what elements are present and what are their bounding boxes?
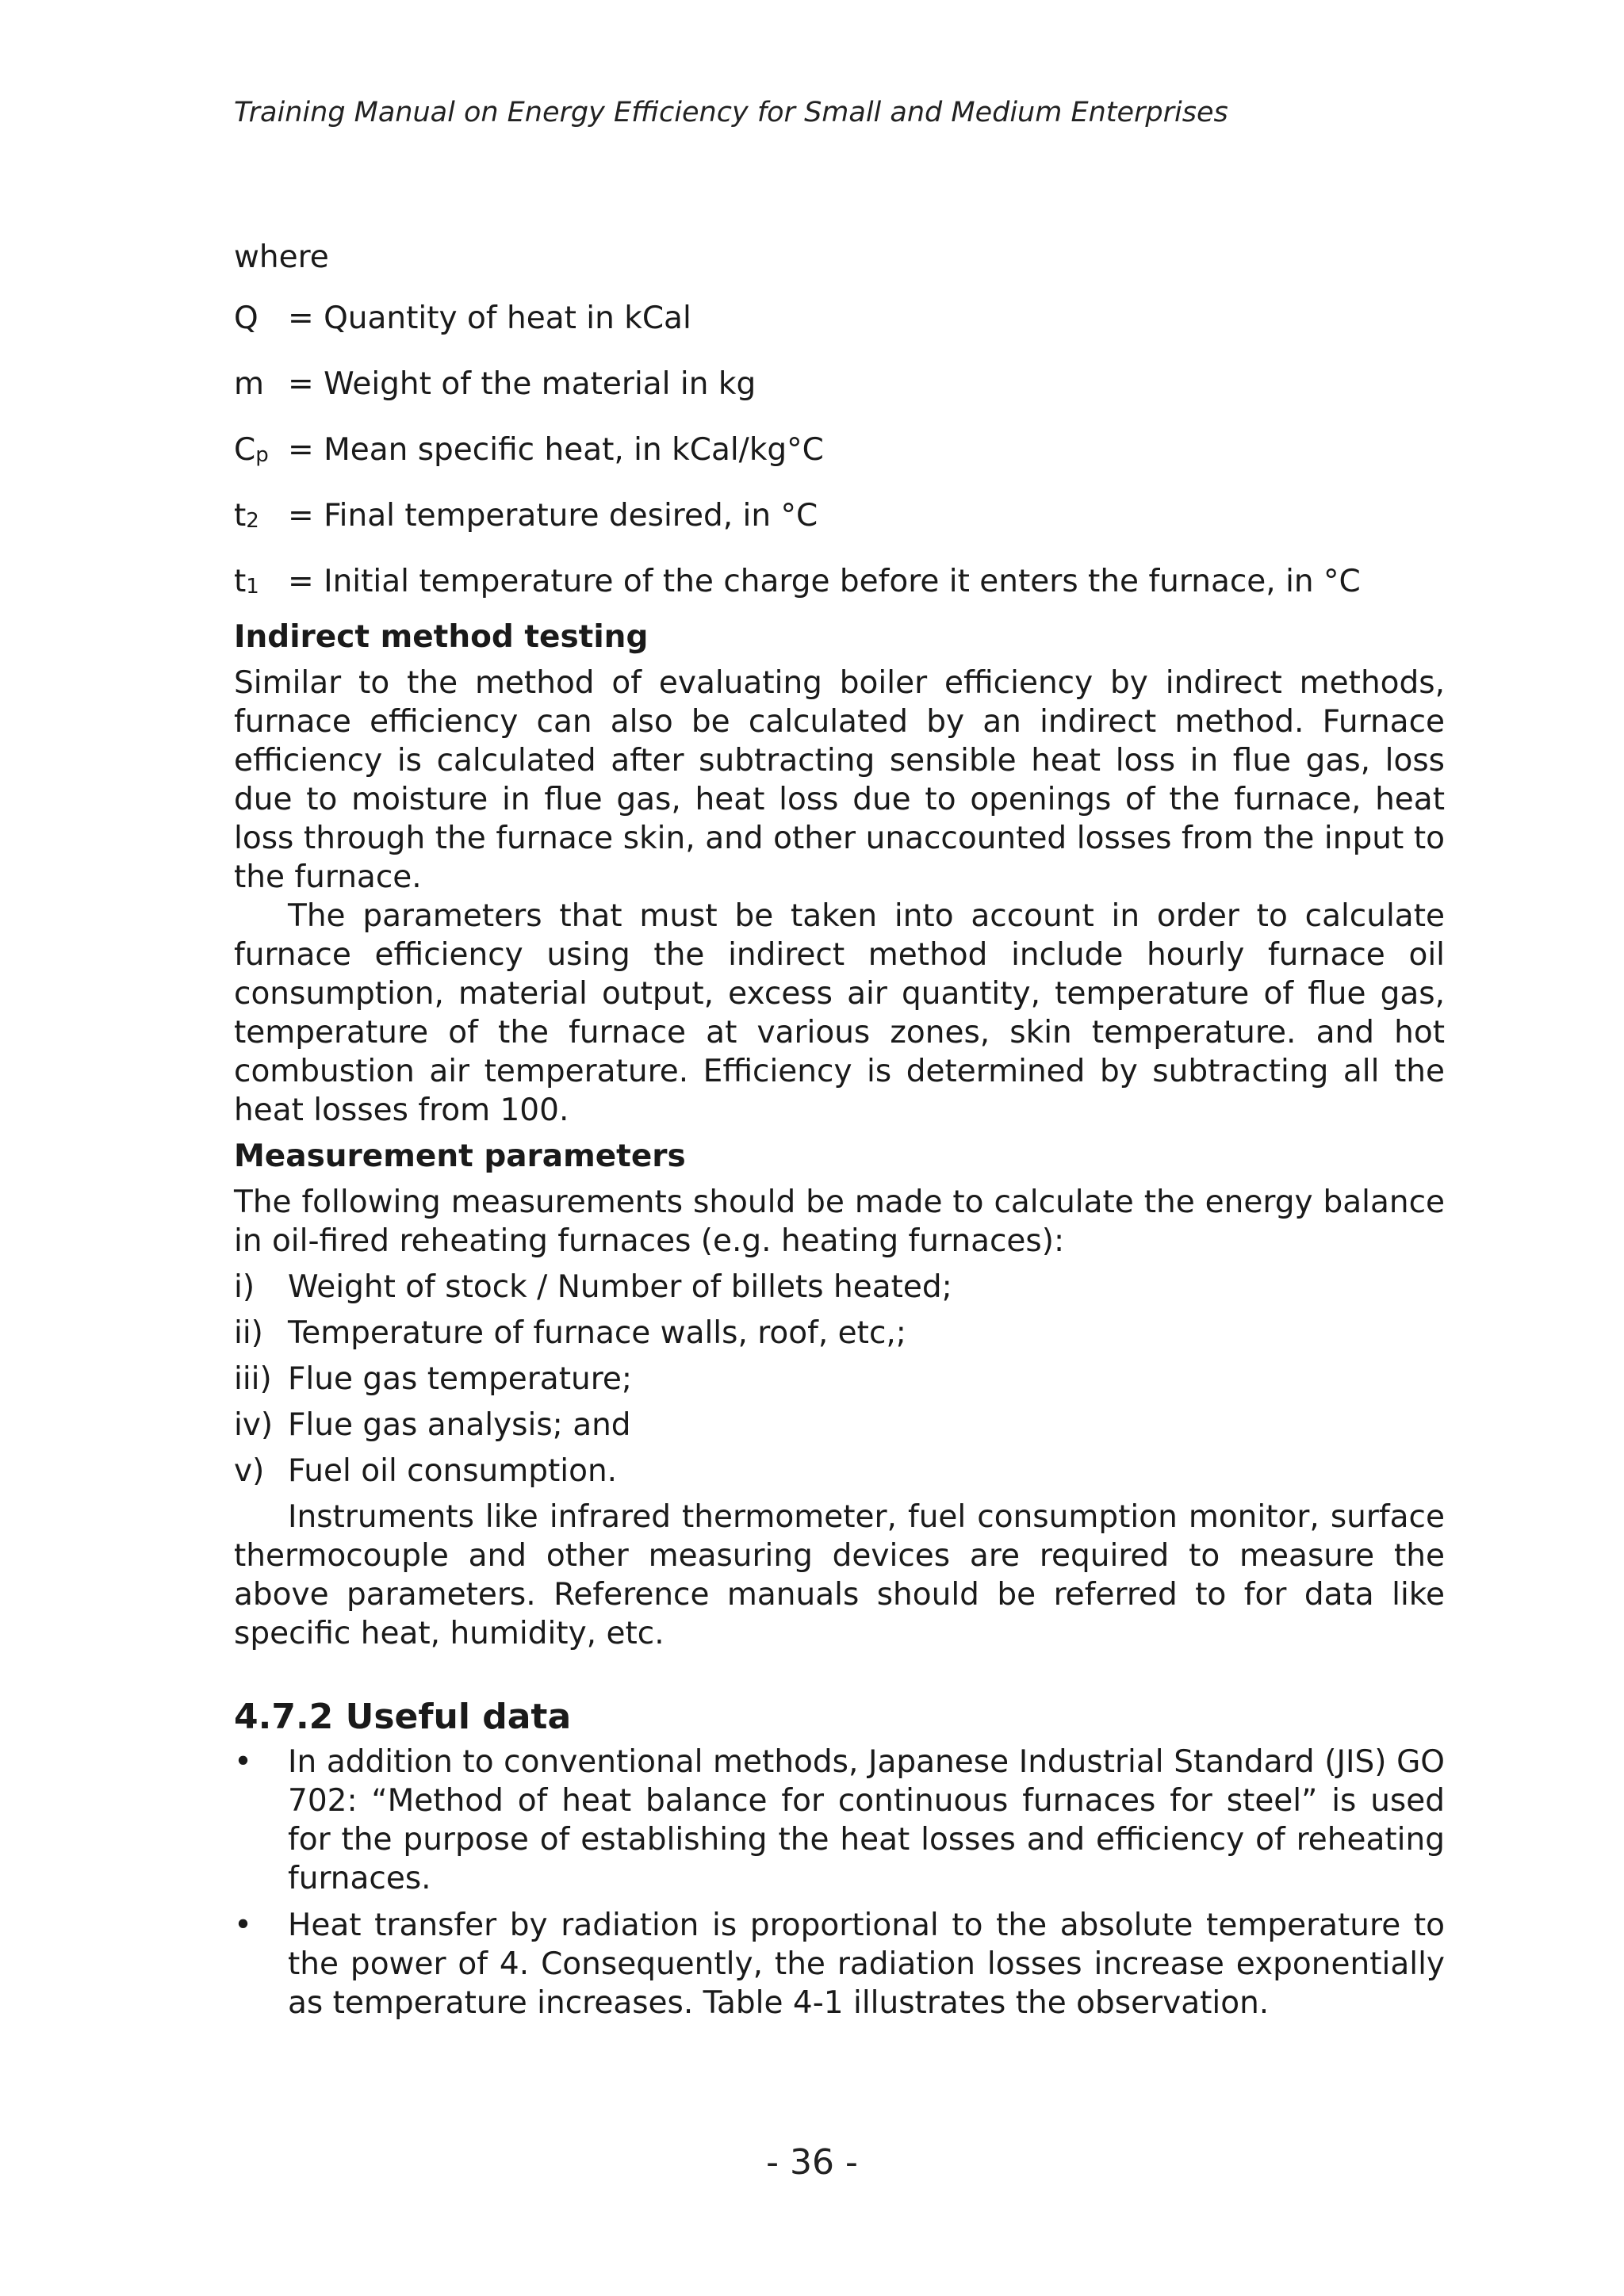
useful-data-bullets xyxy=(234,1743,1445,2022)
measurement-heading: Measurement parameters xyxy=(234,1138,686,1174)
page-content xyxy=(234,238,1445,2030)
list-marker: v) xyxy=(234,1453,265,1489)
variable-symbol: Q xyxy=(234,300,259,336)
list-text: Temperature of furnace walls, roof, etc,; xyxy=(288,1315,906,1351)
bullet-icon: • xyxy=(234,1908,253,1943)
list-text: Weight of stock / Number of billets heated; xyxy=(288,1269,952,1305)
page-number: - 36 - xyxy=(766,2142,858,2183)
variable-definitions xyxy=(234,299,1445,607)
variable-symbol: $t_1$ xyxy=(234,564,259,599)
section-heading-useful-data: 4.7.2 Useful data xyxy=(234,1697,572,1737)
variable-row-m xyxy=(234,365,1445,409)
bullet-text: In addition to conventional methods, Japanese Industrial Standard (JIS) GO 702: “Method of heat balance for continuous furnaces for steel” is used for the purpose of establishing the heat losses and efficiency of reheating furnaces. xyxy=(288,1744,1445,1896)
bullet-item xyxy=(234,1906,1445,2022)
variable-symbol: m xyxy=(234,366,264,402)
variable-definition: = Weight of the material in kg xyxy=(288,366,756,402)
running-header: Training Manual on Energy Efficiency for Small and Medium Enterprises xyxy=(234,97,1228,128)
variable-definition: = Final temperature desired, in °C xyxy=(288,498,818,534)
list-item xyxy=(234,1268,1445,1307)
list-marker: i) xyxy=(234,1269,255,1305)
list-marker: iv) xyxy=(234,1407,274,1443)
variable-row-t2 xyxy=(234,496,1445,541)
list-marker: iii) xyxy=(234,1361,272,1397)
list-text: Fuel oil consumption. xyxy=(288,1453,618,1489)
variable-symbol: $t_2$ xyxy=(234,498,259,534)
where-label: where xyxy=(234,239,329,275)
list-item xyxy=(234,1406,1445,1445)
variable-row-q xyxy=(234,299,1445,343)
list-item xyxy=(234,1360,1445,1399)
list-marker: ii) xyxy=(234,1315,263,1351)
variable-symbol: $C_p$ xyxy=(234,432,269,468)
indirect-method-heading: Indirect method testing xyxy=(234,619,649,655)
variable-row-t1 xyxy=(234,562,1445,607)
list-text: Flue gas analysis; and xyxy=(288,1407,631,1443)
variable-definition: = Quantity of heat in kCal xyxy=(288,300,691,336)
list-item xyxy=(234,1452,1445,1490)
measurement-intro: The following measurements should be made to calculate the energy balance in oil-fired reheating furnaces (e.g. heating furnaces): xyxy=(234,1184,1445,1259)
indirect-method-paragraph-2: The parameters that must be taken into account in order to calculate furnace efficiency using the indirect method include hourly furnace oil consumption, material output, excess air quantity, temperature of flue gas, temperature of the furnace at various zones, skin temperature. and hot combustion air temperature. Efficiency is determined by subtracting all the heat losses from 100. xyxy=(234,898,1445,1128)
list-text: Flue gas temperature; xyxy=(288,1361,633,1397)
variable-definition: = Initial temperature of the charge before it enters the furnace, in °C xyxy=(288,564,1361,599)
bullet-text: Heat transfer by radiation is proportional to the absolute temperature to the power of 4. Consequently, the radiation losses increase exponentially as temperature increases. Table 4-1 illustrates the observation. xyxy=(288,1908,1445,2021)
instruments-paragraph: Instruments like infrared thermometer, fuel consumption monitor, surface thermocouple and other measuring devices are required to measure the above parameters. Reference manuals should be referred to for data like specific heat, humidity, etc. xyxy=(234,1499,1445,1651)
bullet-icon: • xyxy=(234,1744,253,1780)
bullet-item xyxy=(234,1743,1445,1898)
indirect-method-paragraph-1: Similar to the method of evaluating boiler efficiency by indirect methods, furnace efficiency can also be calculated by an indirect method. Furnace efficiency is calculated after subtracting sensible heat loss in flue gas, loss due to moisture in flue gas, heat loss due to openings of the furnace, heat loss through the furnace skin, and other unaccounted losses from the input to the furnace. xyxy=(234,665,1445,895)
measurement-list xyxy=(234,1268,1445,1490)
list-item xyxy=(234,1314,1445,1353)
variable-row-cp xyxy=(234,430,1445,475)
variable-definition: = Mean specific heat, in kCal/kg°C xyxy=(288,432,824,468)
